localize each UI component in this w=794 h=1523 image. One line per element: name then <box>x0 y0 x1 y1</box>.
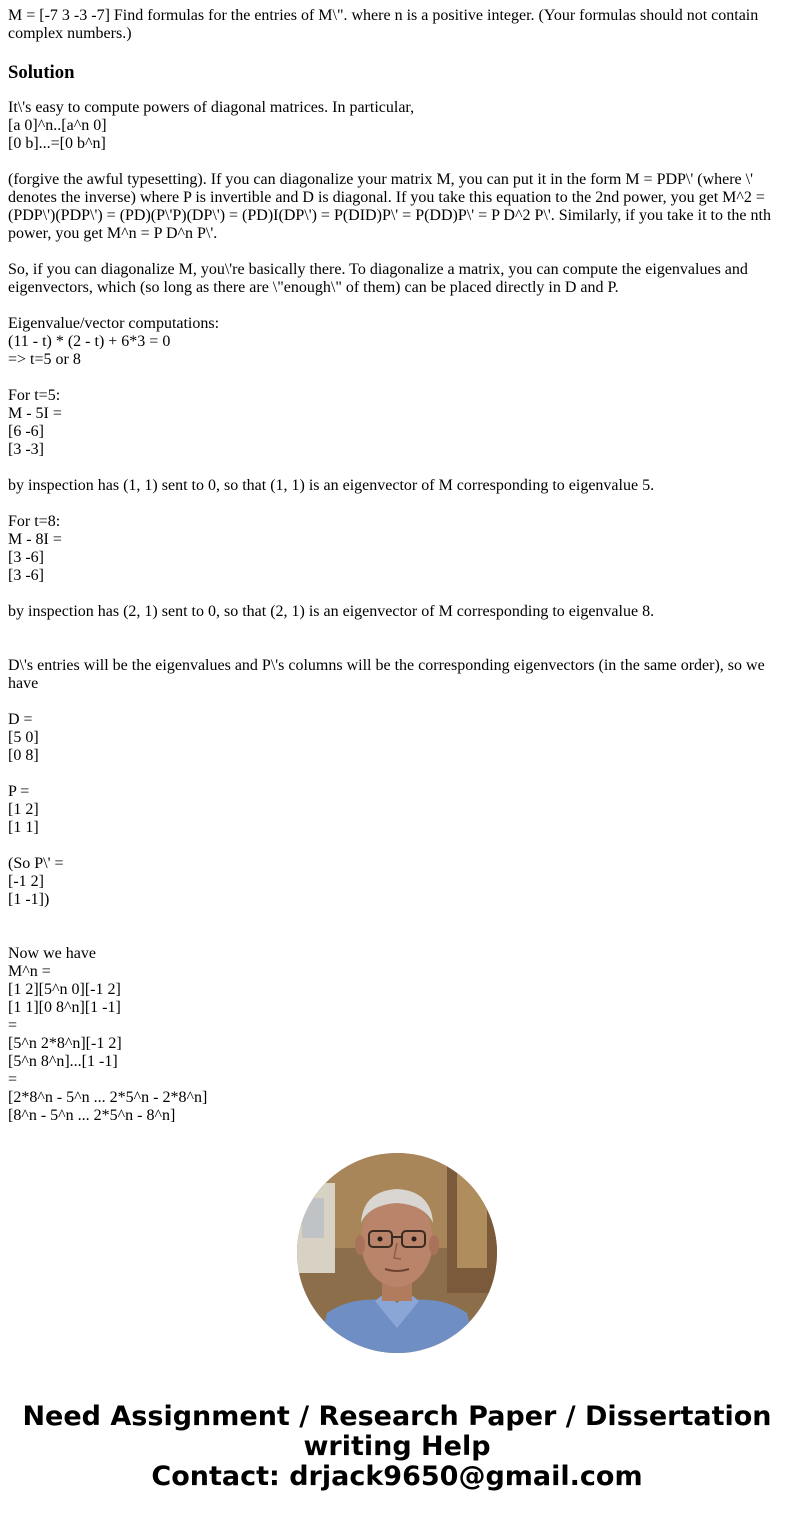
answer-line: [5 0] <box>8 729 39 746</box>
answer-line: [1 1][0 8^n][1 -1] <box>8 999 121 1016</box>
answer-line: [6 -6] <box>8 423 44 440</box>
answer-line: [5^n 8^n]...[1 -1] <box>8 1053 118 1070</box>
solution-heading: Solution <box>8 62 75 83</box>
answer-line: (11 - t) * (2 - t) + 6*3 = 0 <box>8 333 171 350</box>
answer-line <box>8 459 786 477</box>
answer-line: [1 -1]) <box>8 891 50 908</box>
answer-body <box>8 99 786 1122</box>
answer-line: [8^n - 5^n ... 2*5^n - 8^n] <box>8 1107 176 1122</box>
answer-line: For t=5: <box>8 387 61 404</box>
answer-line <box>8 765 786 783</box>
answer-line <box>8 837 786 855</box>
answer-line: [3 -6] <box>8 567 44 584</box>
solution-content <box>8 7 786 1122</box>
answer-line: = <box>8 1071 18 1088</box>
answer-line: by inspection has (2, 1) sent to 0, so that (2, 1) is an eigenvector of M corresponding to eigenvalue 8. <box>8 603 655 620</box>
answer-line: M - 8I = <box>8 531 62 548</box>
answer-line: => t=5 or 8 <box>8 351 81 368</box>
answer-line: [3 -6] <box>8 549 44 566</box>
answer-line <box>8 369 786 387</box>
answer-line <box>8 639 786 657</box>
answer-line: [1 1] <box>8 819 39 836</box>
answer-line: [0 8] <box>8 747 39 764</box>
answer-line <box>8 495 786 513</box>
answer-line: D = <box>8 711 33 728</box>
question-text: M = [-7 3 -3 -7] Find formulas for the entries of M\". where n is a positive integer. (Your formulas should not contain complex numbers.) <box>8 7 759 42</box>
answer-line: [3 -3] <box>8 441 44 458</box>
author-photo-icon <box>297 1153 497 1353</box>
answer-line: [a 0]^n..[a^n 0] <box>8 117 107 134</box>
answer-line <box>8 621 786 639</box>
answer-line: [1 2][5^n 0][-1 2] <box>8 981 121 998</box>
answer-line: [1 2] <box>8 801 39 818</box>
answer-line: P = <box>8 783 30 800</box>
author-avatar <box>297 1153 497 1353</box>
answer-line <box>8 153 786 171</box>
answer-line: (forgive the awful typesetting). If you can diagonalize your matrix M, you can put it in the form M = PDP\' (where \' denotes the inverse) where P is invertible and D is diagonal. If you take this equation to the 2nd power, you get M^2 = (PDP\')(PDP\') = (PD)(P\'P)(DP\') = (PD)I(DP\') = P(DID)P\' = P(DD)P\' = P D^2 P\'. Similarly, if you take it to the nth power, you get M^n = P D^n P\'. <box>8 171 775 242</box>
answer-line <box>8 585 786 603</box>
answer-line: (So P\' = <box>8 855 64 872</box>
answer-line <box>8 297 786 315</box>
contact-email: Contact: drjack9650@gmail.com <box>151 1461 643 1492</box>
answer-line: So, if you can diagonalize M, you\'re basically there. To diagonalize a matrix, you can compute the eigenvalues and eigenvectors, which (so long as there are \"enough\" of them) can be placed directly in D and P. <box>8 261 752 296</box>
answer-line: M^n = <box>8 963 51 980</box>
answer-line <box>8 243 786 261</box>
help-banner-line-1: Need Assignment / Research Paper / Dissertation <box>22 1401 772 1432</box>
answer-line: [2*8^n - 5^n ... 2*5^n - 2*8^n] <box>8 1089 208 1106</box>
answer-line: [-1 2] <box>8 873 44 890</box>
answer-line: [0 b]...=[0 b^n] <box>8 135 106 152</box>
answer-line: Eigenvalue/vector computations: <box>8 315 220 332</box>
answer-line <box>8 927 786 945</box>
answer-line: Now we have <box>8 945 96 962</box>
help-banner <box>0 1402 794 1492</box>
answer-line: It\'s easy to compute powers of diagonal matrices. In particular, <box>8 99 415 116</box>
answer-line: [5^n 2*8^n][-1 2] <box>8 1035 122 1052</box>
answer-line: = <box>8 1017 18 1034</box>
answer-line: D\'s entries will be the eigenvalues and P\'s columns will be the corresponding eigenvectors (in the same order), so we have <box>8 657 769 692</box>
help-banner-line-2: writing Help <box>303 1431 491 1462</box>
answer-line: For t=8: <box>8 513 61 530</box>
answer-line <box>8 909 786 927</box>
answer-line <box>8 693 786 711</box>
answer-line: M - 5I = <box>8 405 62 422</box>
answer-line: by inspection has (1, 1) sent to 0, so that (1, 1) is an eigenvector of M corresponding to eigenvalue 5. <box>8 477 655 494</box>
